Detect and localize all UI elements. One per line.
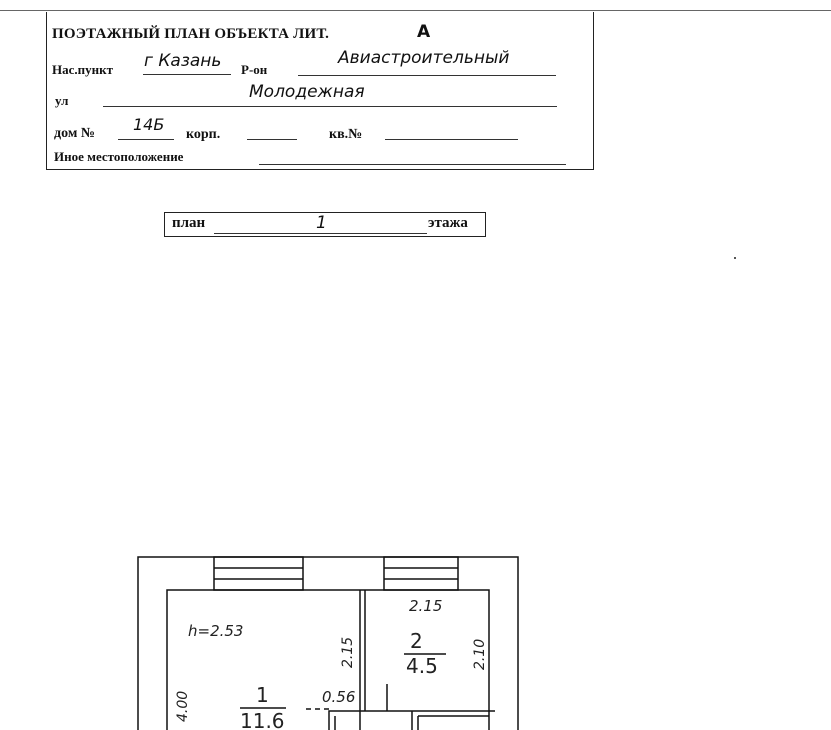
- street-label: ул: [55, 93, 69, 108]
- settlement-value: г Казань: [144, 51, 222, 71]
- building-label: корп.: [186, 127, 221, 142]
- room-2-top-dimension: 2.15: [409, 597, 443, 615]
- ceiling-height: h=2.53: [188, 622, 244, 640]
- other-location-label: Иное местоположение: [54, 149, 184, 164]
- room-1-number: 1: [256, 683, 269, 707]
- small-gap-dimension: 0.56: [322, 688, 356, 706]
- plan-title: ПОЭТАЖНЫЙ ПЛАН ОБЪЕКТА ЛИТ.: [52, 26, 330, 42]
- house-value: 14Б: [133, 115, 165, 134]
- room-1-area: 11.6: [240, 709, 285, 730]
- district-value: Авиастроительный: [338, 48, 510, 68]
- floor-caption-prefix: план: [172, 215, 206, 231]
- district-label: Р-он: [241, 62, 268, 77]
- lit-value: А: [417, 22, 431, 42]
- floor-number: 1: [316, 213, 327, 233]
- room-1-partition-dimension: 2.15: [340, 636, 356, 668]
- room-2-number: 2: [410, 629, 423, 653]
- window-left: [214, 557, 303, 590]
- settlement-label: Нас.пункт: [52, 62, 113, 77]
- street-value: Молодежная: [249, 82, 365, 102]
- window-right: [384, 557, 458, 590]
- floor-caption-suffix: этажа: [428, 215, 468, 231]
- room-1-left-dimension: 4.00: [175, 690, 191, 722]
- room-2-area: 4.5: [406, 654, 438, 678]
- apartment-label: кв.№: [329, 127, 363, 142]
- house-label: дом №: [54, 126, 95, 141]
- room-2-right-dimension: 2.10: [472, 638, 488, 670]
